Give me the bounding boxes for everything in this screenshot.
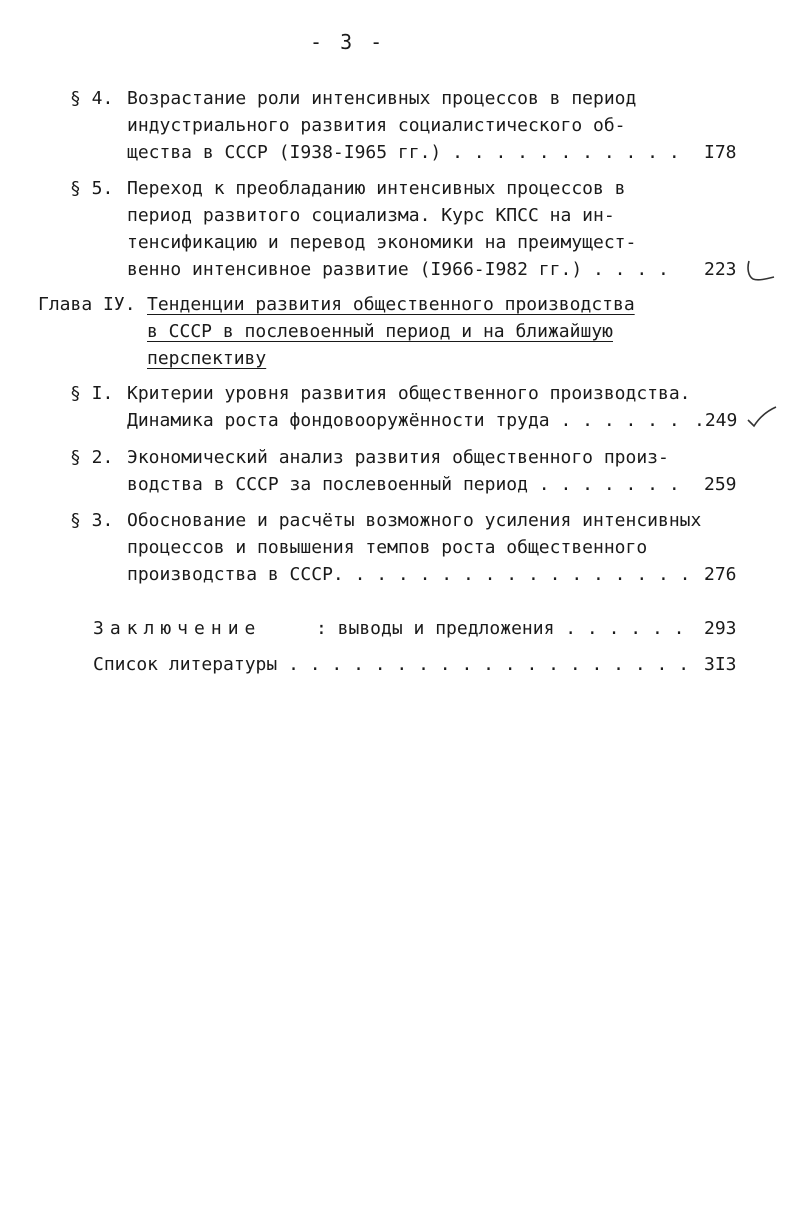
page-number: - 3 -	[310, 30, 386, 54]
chapter-section-3-line-3: производства в СССР. . . . . . . . . . . . . . . . . .	[127, 564, 713, 585]
section-4-mark: § 4.	[70, 88, 114, 109]
chapter-section-1-line-2: Динамика роста фондовооружённости труда . . . . . .	[127, 410, 680, 431]
chapter-section-3-line-1: Обоснование и расчёты возможного усиления интенсивных	[127, 510, 702, 531]
bibliography-page: 3I3	[704, 654, 737, 675]
chapter-title-line-1: Тенденции развития общественного производства	[147, 294, 635, 315]
chapter-section-2-page: 259	[704, 474, 737, 495]
pencil-bracket-mark	[744, 258, 778, 286]
chapter-section-3-mark: § 3.	[70, 510, 114, 531]
section-5-line-2: период развитого социализма. Курс КПСС на ин-	[127, 205, 615, 226]
conclusion-label: Заключение	[93, 618, 262, 639]
chapter-section-3-line-2: процессов и повышения темпов роста общественного	[127, 537, 648, 558]
section-4-line-3: щества в СССР (I938-I965 гг.) . . . . . . . . . . .	[127, 142, 680, 163]
chapter-title-line-3: перспективу	[147, 348, 267, 369]
chapter-section-2-line-2: водства в СССР за послевоенный период . . . . . . .	[127, 474, 680, 495]
section-4-page: I78	[704, 142, 737, 163]
conclusion-page: 293	[704, 618, 737, 639]
bibliography-text: Список литературы . . . . . . . . . . . . . . . . . . .	[93, 654, 690, 675]
section-5-mark: § 5.	[70, 178, 114, 199]
chapter-section-1-page: .249	[694, 410, 738, 431]
chapter-label: Глава IУ.	[38, 294, 136, 315]
section-5-line-1: Переход к преобладанию интенсивных процессов в	[127, 178, 626, 199]
section-4-line-1: Возрастание роли интенсивных процессов в период	[127, 88, 637, 109]
chapter-section-3-page: 276	[704, 564, 737, 585]
conclusion-text: : выводы и предложения . . . . . .	[316, 618, 685, 639]
chapter-section-2-mark: § 2.	[70, 447, 114, 468]
pencil-checkmark	[745, 404, 779, 430]
section-5-line-4: венно интенсивное развитие (I966-I982 гг.) . . . .	[127, 259, 669, 280]
section-5-page: 223	[704, 259, 737, 280]
section-4-line-2: индустриального развития социалистического об-	[127, 115, 626, 136]
chapter-section-1-line-1: Критерии уровня развития общественного производства.	[127, 383, 691, 404]
section-5-line-3: тенсификацию и перевод экономики на преимущест-	[127, 232, 637, 253]
chapter-section-2-line-1: Экономический анализ развития общественного произ-	[127, 447, 669, 468]
chapter-title-line-2: в СССР в послевоенный период и на ближайшую	[147, 321, 613, 342]
chapter-section-1-mark: § I.	[70, 383, 114, 404]
